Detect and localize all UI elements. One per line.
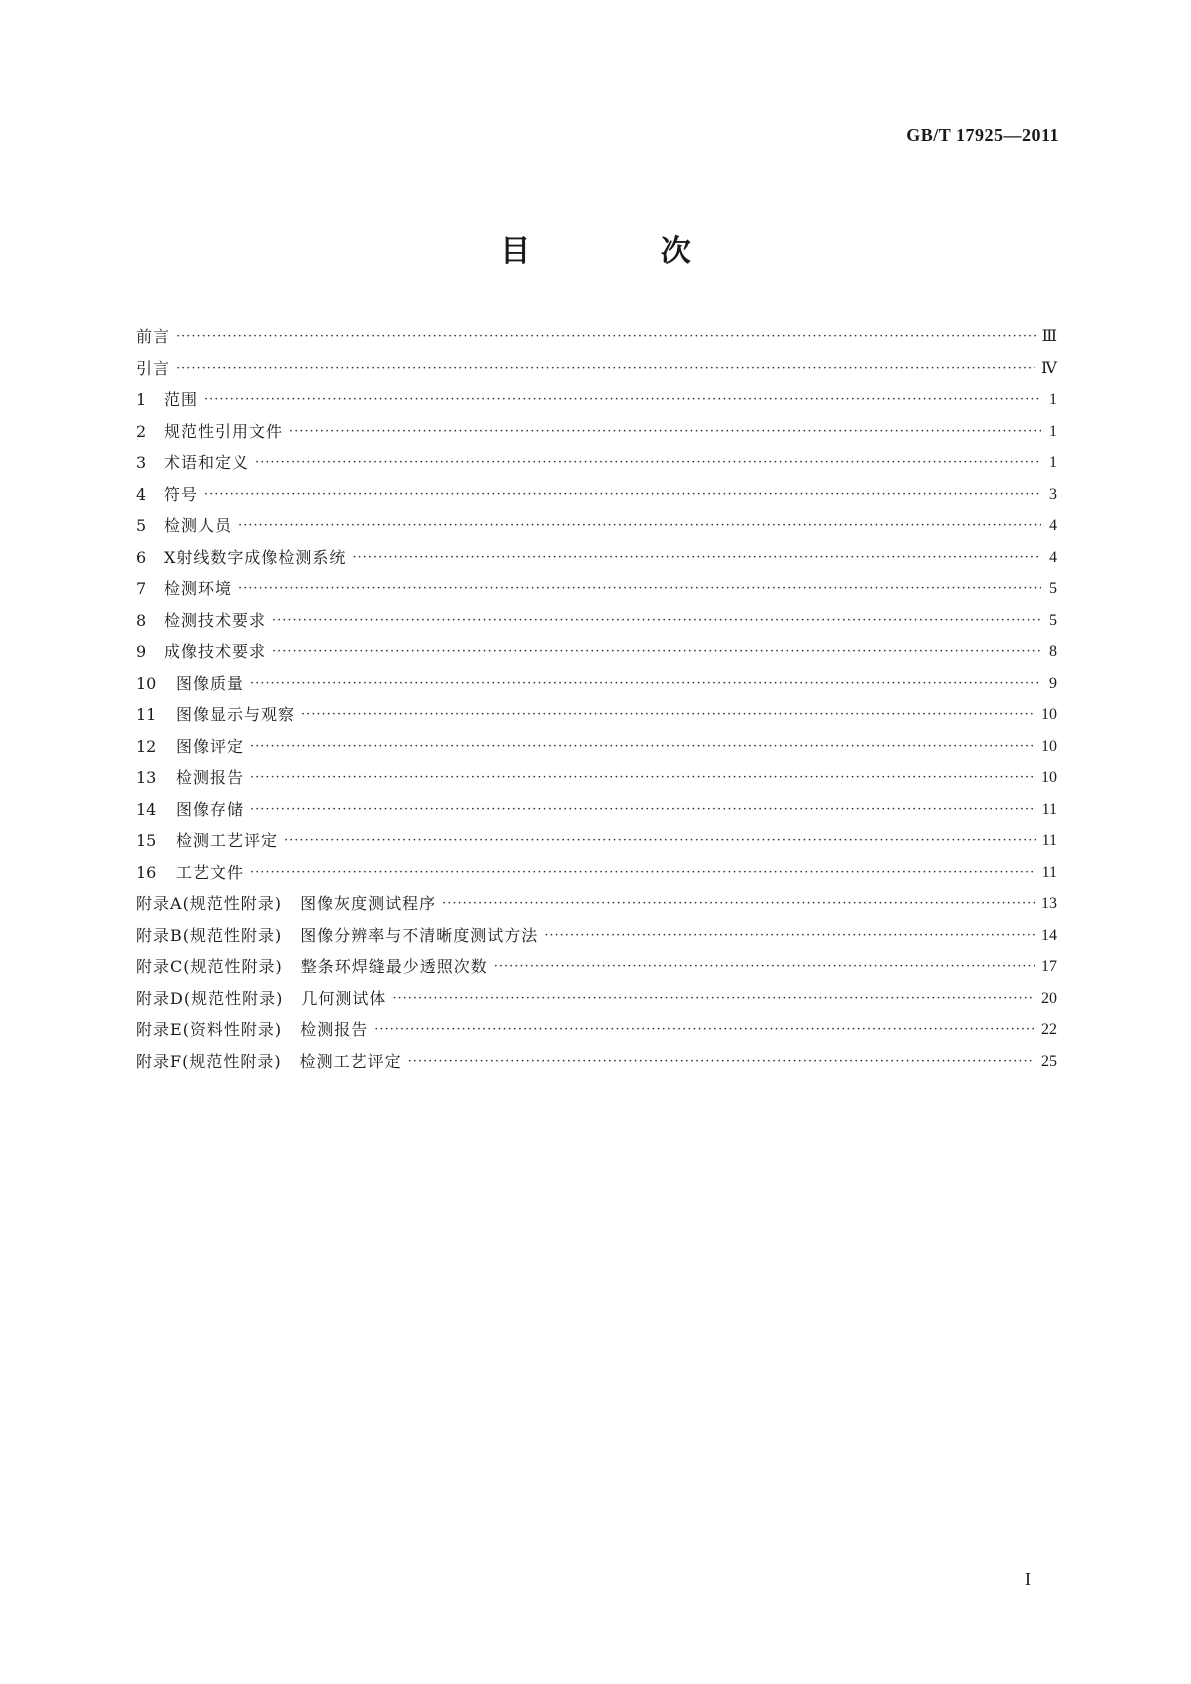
- toc-entry-page: 13: [1041, 895, 1057, 912]
- toc-entry-page: 5: [1049, 611, 1057, 629]
- toc-entry-section[interactable]: [136, 831, 1057, 851]
- toc-leader-dots: [250, 863, 1036, 883]
- annex-prefix: 附录E: [136, 1020, 183, 1039]
- toc-entry-page: 4: [1049, 548, 1057, 566]
- toc-entry-page: 11: [1041, 832, 1057, 849]
- toc-leader-dots: [494, 957, 1035, 977]
- toc-entry-label: 检测技术要求: [164, 610, 267, 630]
- toc-entry-section[interactable]: [136, 579, 1057, 599]
- toc-entry-page: Ⅲ: [1041, 328, 1057, 345]
- toc-entry-page: 1: [1049, 454, 1057, 471]
- toc-entry-label: 前言: [136, 327, 171, 346]
- annex-prefix: 附录B: [136, 925, 183, 945]
- toc-entry-label: 符号: [164, 484, 199, 504]
- annex-category: (规范性附录): [182, 925, 283, 945]
- toc-entry-section[interactable]: [136, 548, 1057, 568]
- toc-entry-label: 图像质量: [176, 673, 245, 693]
- toc-entry-number: 3: [136, 453, 147, 472]
- toc-entry-page: 25: [1041, 1052, 1057, 1070]
- toc-leader-dots: [176, 359, 1035, 379]
- annex-category: (规范性附录): [183, 957, 283, 976]
- toc-leader-dots: [250, 737, 1035, 757]
- toc-entry-annex[interactable]: [136, 957, 1057, 977]
- toc-entry-page: 9: [1049, 674, 1057, 692]
- toc-leader-dots: [284, 831, 1036, 851]
- page-title: 目 次: [500, 234, 751, 269]
- toc-leader-dots: [272, 611, 1041, 631]
- annex-prefix: 附录D: [136, 988, 184, 1008]
- toc-entry-number: 15: [136, 831, 157, 850]
- toc-entry-page: Ⅳ: [1041, 359, 1057, 377]
- toc-entry-label: 图像显示与观察: [176, 705, 296, 724]
- toc-entry-section[interactable]: [136, 705, 1057, 725]
- toc-entry-page: 10: [1041, 737, 1057, 755]
- annex-category: (规范性附录): [182, 1051, 282, 1071]
- toc-entry-label: 引言: [136, 358, 171, 378]
- toc-leader-dots: [352, 548, 1041, 568]
- toc-entry-label: 图像存储: [176, 799, 245, 819]
- standard-code: GB/T 17925—2011: [906, 125, 1059, 145]
- toc-entry-label: 范围: [164, 390, 199, 409]
- toc-entry-section[interactable]: [136, 516, 1057, 536]
- annex-title: 检测报告: [300, 1020, 369, 1039]
- toc-entry-annex[interactable]: [136, 894, 1057, 914]
- toc-leader-dots: [289, 422, 1041, 442]
- toc-entry-number: 4: [136, 484, 147, 504]
- toc-entry-number: 6: [136, 547, 147, 567]
- toc-entry-page: 1: [1049, 391, 1057, 408]
- toc-entry-section[interactable]: [136, 674, 1057, 694]
- toc-entry-page: 3: [1049, 485, 1057, 503]
- toc-leader-dots: [176, 327, 1036, 347]
- toc-entry-label: 检测工艺评定: [176, 831, 279, 850]
- toc-entry-label: X射线数字成像检测系统: [164, 547, 347, 567]
- toc-entry-label: 检测环境: [164, 579, 233, 598]
- toc-leader-dots: [250, 768, 1035, 788]
- annex-title: 整条环焊缝最少透照次数: [300, 957, 488, 976]
- toc-entry-section[interactable]: [136, 390, 1057, 410]
- toc-entry-section[interactable]: [136, 642, 1057, 662]
- toc-entry-label: 成像技术要求: [164, 642, 267, 661]
- toc-entry-section[interactable]: [136, 422, 1057, 442]
- toc-entry-label: 检测人员: [164, 516, 233, 535]
- annex-category: (规范性附录): [183, 988, 284, 1008]
- toc-entry-number: 8: [136, 610, 147, 630]
- toc-leader-dots: [272, 642, 1041, 662]
- toc-entry-page: 10: [1041, 706, 1057, 723]
- toc-entry-section[interactable]: [136, 485, 1057, 505]
- toc-entry-label: 规范性引用文件: [164, 421, 284, 441]
- toc-leader-dots: [301, 705, 1035, 725]
- page-number: I: [1025, 1569, 1031, 1589]
- annex-category: (规范性附录): [182, 894, 283, 913]
- toc-entry-page: 11: [1041, 800, 1057, 818]
- annex-prefix: 附录C: [136, 957, 184, 976]
- toc-entry-introduction[interactable]: [136, 359, 1057, 379]
- table-of-contents: [136, 327, 1057, 1083]
- toc-entry-page: 20: [1041, 989, 1057, 1007]
- annex-prefix: 附录F: [136, 1051, 183, 1071]
- toc-leader-dots: [544, 926, 1035, 946]
- annex-category: (资料性附录): [182, 1020, 283, 1039]
- annex-prefix: 附录A: [136, 894, 183, 913]
- toc-entry-annex[interactable]: [136, 1020, 1057, 1040]
- toc-entry-section[interactable]: [136, 611, 1057, 631]
- toc-entry-label: 工艺文件: [176, 862, 245, 882]
- toc-entry-page: 22: [1041, 1021, 1057, 1038]
- toc-entry-section[interactable]: [136, 800, 1057, 820]
- toc-leader-dots: [204, 390, 1041, 410]
- toc-leader-dots: [238, 579, 1041, 599]
- toc-entry-number: 9: [136, 642, 147, 661]
- toc-entry-section[interactable]: [136, 737, 1057, 757]
- toc-leader-dots: [408, 1052, 1035, 1072]
- toc-entry-annex[interactable]: [136, 926, 1057, 946]
- toc-leader-dots: [374, 1020, 1035, 1040]
- toc-leader-dots: [238, 516, 1041, 536]
- toc-entry-page: 17: [1041, 958, 1057, 975]
- toc-leader-dots: [255, 453, 1041, 473]
- toc-leader-dots: [392, 989, 1035, 1009]
- toc-leader-dots: [442, 894, 1035, 914]
- toc-leader-dots: [204, 485, 1041, 505]
- toc-entry-number: 12: [136, 736, 157, 756]
- toc-entry-section[interactable]: [136, 453, 1057, 473]
- toc-entry-number: 16: [136, 862, 157, 882]
- toc-entry-page: 8: [1049, 643, 1057, 660]
- toc-entry-number: 14: [136, 799, 157, 819]
- toc-entry-annex[interactable]: [136, 989, 1057, 1009]
- toc-entry-label: 检测报告: [176, 768, 245, 787]
- toc-entry-page: 1: [1049, 422, 1057, 440]
- toc-entry-number: 7: [136, 579, 147, 598]
- toc-entry-label: 图像评定: [176, 736, 245, 756]
- toc-entry-label: 术语和定义: [164, 453, 250, 472]
- toc-entry-number: 10: [136, 673, 157, 693]
- toc-entry-section[interactable]: [136, 863, 1057, 883]
- toc-entry-number: 1: [136, 390, 147, 409]
- toc-leader-dots: [250, 800, 1036, 820]
- toc-entry-number: 13: [136, 768, 157, 787]
- toc-entry-number: 11: [136, 705, 157, 724]
- toc-leader-dots: [250, 674, 1041, 694]
- toc-entry-page: 11: [1041, 863, 1057, 881]
- toc-entry-page: 5: [1049, 580, 1057, 597]
- annex-title: 图像灰度测试程序: [300, 894, 437, 913]
- toc-entry-page: 14: [1041, 926, 1057, 944]
- toc-entry-foreword[interactable]: [136, 327, 1057, 347]
- toc-entry-number: 2: [136, 421, 147, 441]
- toc-entry-page: 10: [1041, 769, 1057, 786]
- toc-entry-section[interactable]: [136, 768, 1057, 788]
- toc-entry-annex[interactable]: [136, 1052, 1057, 1072]
- annex-title: 检测工艺评定: [299, 1051, 402, 1071]
- toc-entry-number: 5: [136, 516, 147, 535]
- toc-entry-page: 4: [1049, 517, 1057, 534]
- annex-title: 几何测试体: [301, 988, 387, 1008]
- annex-title: 图像分辨率与不清晰度测试方法: [300, 925, 539, 945]
